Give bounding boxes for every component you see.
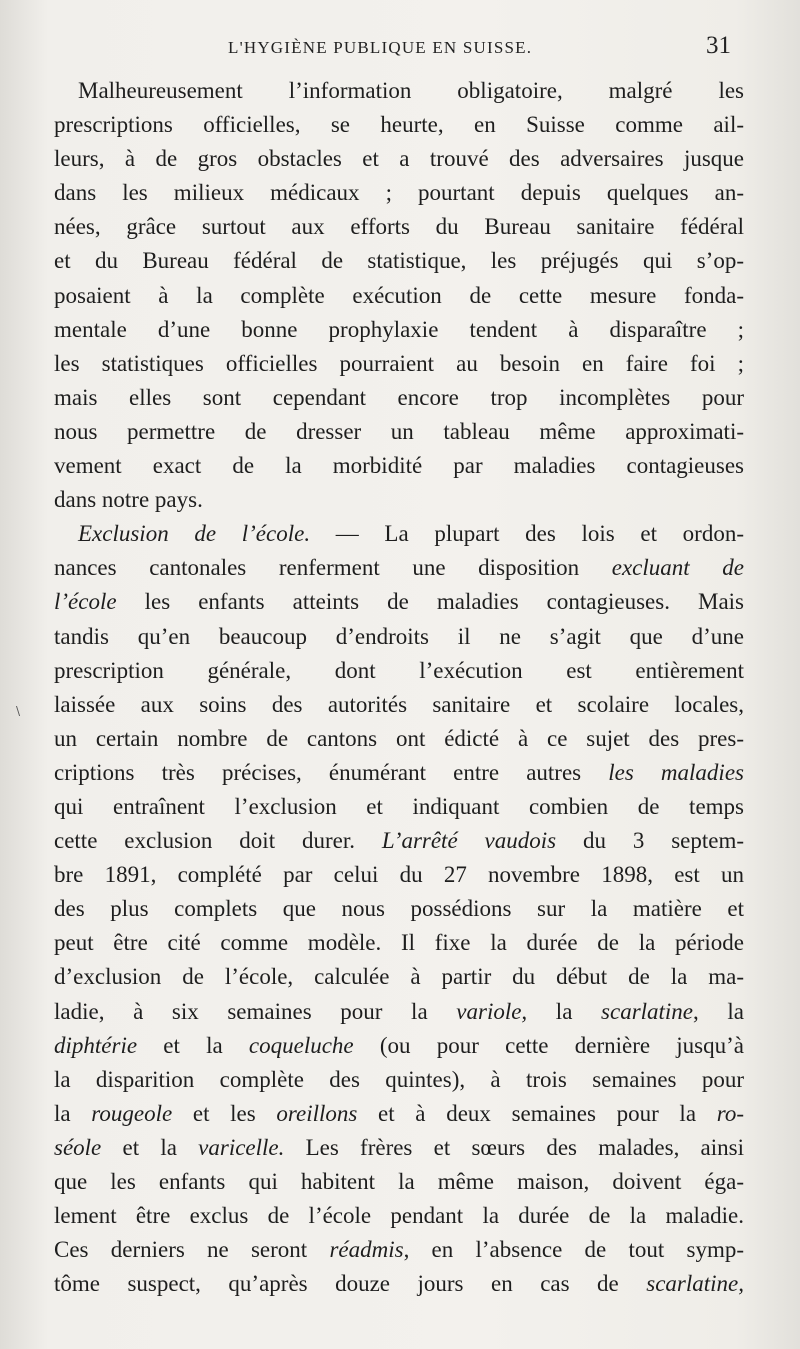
italic-segment: réadmis [329,1237,404,1263]
text-segment: que les enfants qui habitent la même maison, doivent éga- [54,1169,744,1194]
text-line [54,142,744,176]
italic-segment: variole, [456,998,528,1024]
text-line [54,176,744,210]
italic-segment: scarlatine, [646,1271,744,1297]
text-segment: prescriptions officielles, se heurte, en Suisse comme ail- [54,112,744,138]
text-line [54,995,744,1029]
italic-segment: coqueluche [248,1032,354,1058]
text-line [54,926,744,960]
text-line [54,756,744,790]
text-line [54,517,744,551]
text-line [54,620,744,654]
page-number: 31 [706,32,731,59]
italic-segment: scarlatine [601,998,694,1024]
text-line [54,858,744,892]
text-segment: d’exclusion de l’école, calculée à partir du début de la ma- [54,964,744,990]
text-line [54,688,744,722]
text-line [54,244,744,278]
text-line [54,313,744,347]
text-line [54,1199,744,1233]
text-line [54,824,744,858]
text-line [54,960,744,994]
text-line [54,1131,744,1165]
text-segment: ladie, à six semaines pour la [54,998,457,1024]
text-line [54,551,744,585]
text-line [54,892,744,926]
text-segment: prescription générale, dont l’exécution est entièrement [54,657,744,683]
italic-segment: diphtérie [54,1032,138,1058]
text-segment: tandis qu’en beaucoup d’endroits il ne s’agit que d’une [54,623,744,649]
italic-segment: l’école [54,589,117,615]
text-segment: nances cantonales renferment une disposition [54,555,612,581]
italic-segment: excluant de [611,555,744,581]
italic-segment: Exclusion de l’école. [78,521,311,547]
text-segment: lement être exclus de l’école pendant la durée de la maladie. [54,1203,744,1229]
text-line [54,1063,744,1097]
text-line [54,483,744,517]
text-segment: Les frères et sœurs des malades, ainsi [284,1134,744,1160]
italic-segment: séole [54,1134,102,1160]
text-line [54,585,744,619]
text-line [54,381,744,415]
text-segment: peut être cité comme modèle. Il fixe la durée de la période [54,930,744,956]
running-title: L'HYGIÈNE PUBLIQUE EN SUISSE. [228,38,533,57]
text-line [54,449,744,483]
text-segment: la [527,998,602,1024]
text-segment: tôme suspect, qu’après douze jours en cas de [54,1271,647,1297]
text-line [54,347,744,381]
text-segment: les statistiques officielles pourraient au besoin en faire foi ; [54,350,744,376]
text-line [54,790,744,824]
text-segment: laissée aux soins des autorités sanitaire et scolaire locales, [54,691,744,717]
text-segment: Ces derniers ne seront [54,1237,330,1263]
text-line [54,415,744,449]
text-segment: , la [693,998,744,1024]
text-segment: et à deux semaines pour la [357,1100,717,1126]
text-segment: Malheureusement l’information obligatoire, malgré les [78,78,744,103]
text-segment: mentale d’une bonne prophylaxie tendent à disparaître ; [54,316,744,342]
text-segment: les enfants atteints de maladies contagieuses. Mais [116,589,744,615]
italic-segment: oreillons [276,1100,358,1126]
body-text [54,74,744,1301]
text-segment: dans notre pays. [54,487,203,513]
text-segment: et la [101,1134,199,1160]
text-line [54,108,744,142]
text-line [54,654,744,688]
text-segment: mais elles sont cependant encore trop incomplètes pour [54,384,744,410]
text-segment: du 3 septem- [556,828,744,854]
text-line [54,74,744,108]
text-segment: nées, grâce surtout aux efforts du Bureau sanitaire fédéral [54,214,744,240]
margin-mark: \ [16,704,21,718]
text-segment: bre 1891, complété par celui du 27 novembre 1898, est un [54,862,744,888]
running-head [0,32,800,68]
text-segment: un certain nombre de cantons ont édicté à ce sujet des pres- [54,725,744,751]
text-line [54,279,744,313]
text-segment: criptions très précises, énumérant entre autres [54,759,609,785]
text-segment: , en l’absence de tout symp- [403,1237,744,1263]
italic-segment: ro- [716,1100,744,1126]
text-line [54,1165,744,1199]
text-segment: et du Bureau fédéral de statistique, les préjugés qui s’op- [54,248,744,274]
italic-segment: les maladies [608,759,744,785]
text-line [54,210,744,244]
italic-segment: L’arrêté vaudois [381,828,557,854]
text-segment: et la [137,1032,249,1058]
text-segment: et les [172,1100,277,1126]
text-segment: qui entraînent l’exclusion et indiquant combien de temps [54,793,744,819]
italic-segment: rougeole [91,1100,173,1126]
italic-segment: varicelle. [198,1134,285,1160]
text-segment: des plus complets que nous possédions sur la matière et [54,896,744,922]
text-segment: la [54,1100,92,1126]
text-segment: cette exclusion doit durer. [54,828,382,854]
text-segment: posaient à la complète exécution de cette mesure fonda- [54,282,744,308]
text-line [54,1097,744,1131]
text-segment: leurs, à de gros obstacles et a trouvé des adversaires jusque [54,146,744,172]
text-segment: nous permettre de dresser un tableau même approximati- [54,418,744,444]
text-segment: vement exact de la morbidité par maladies contagieuses [54,453,744,479]
text-segment: (ou pour cette dernière jusqu’à [353,1032,744,1058]
text-segment: — La plupart des lois et ordon- [310,521,744,547]
text-line [54,722,744,756]
text-segment: dans les milieux médicaux ; pourtant depuis quelques an- [54,180,744,206]
text-line [54,1029,744,1063]
text-line [54,1233,744,1267]
text-segment: la disparition complète des quintes), à trois semaines pour [54,1066,744,1092]
text-line [54,1267,744,1301]
